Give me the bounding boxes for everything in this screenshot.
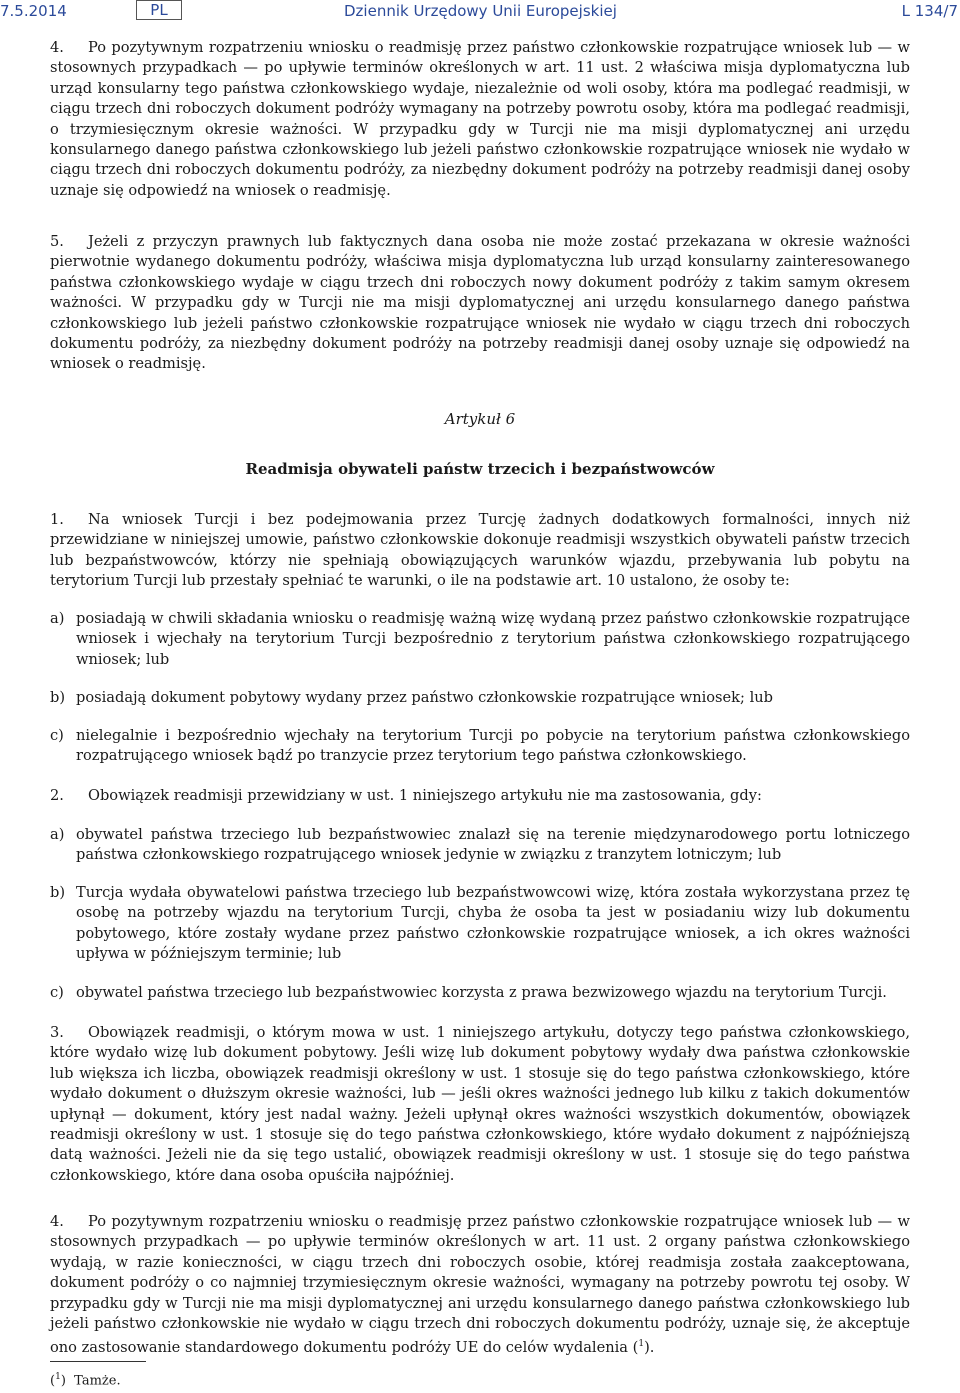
- article-title: Readmisja obywateli państw trzecich i bezpaństwowców: [245, 460, 715, 478]
- item-text: posiadają w chwili składania wniosku o readmisję ważną wizę wydaną przez państwo członkowskie rozpatrujące wniosek i wjechały na terytorium Turcji bezpośrednio z terytorium państwa członkowskiego rozpatrującego wniosek; lub: [76, 610, 910, 668]
- paragraph-number: 4.: [50, 1213, 64, 1230]
- list-item-1a: [50, 609, 910, 670]
- footnote-divider: [50, 1361, 146, 1362]
- paragraph-text: Obowiązek readmisji przewidziany w ust. 1 niniejszego artykułu nie ma zastosowania, gdy:: [88, 787, 762, 804]
- item-label: c): [50, 727, 64, 744]
- item-text: obywatel państwa trzeciego lub bezpaństwowiec korzysta z prawa bezwizowego wjazdu na terytorium Turcji.: [76, 984, 887, 1001]
- list-item-2b: [50, 883, 910, 965]
- list-item-1b: [50, 688, 910, 708]
- item-label: c): [50, 984, 64, 1001]
- list-item-2c: [50, 983, 910, 1003]
- paragraph-text: Jeżeli z przyczyn prawnych lub faktycznych dana osoba nie może zostać przekazana w okresie ważności pierwotnie wydanego dokumentu podróży, właściwa misja dyplomatyczna lub urząd konsularny zainteresowanego państwa członkowskiego wydaje w ciągu trzech dni roboczych nowy dokument podróży z takim samym okresem ważności. W przypadku gdy w Turcji nie ma misji dyplomatycznej ani urzędu konsularnego danego państwa członkowskiego lub jeżeli państwo członkowskie rozpatrujące wniosek nie wydało w ciągu trzech dni roboczych dokumentu podróży, za niezbędny dokument podróży na potrzeby readmisji danej osoby uznaje się odpowiedź na wniosek o readmisję.: [50, 233, 910, 373]
- item-label: a): [50, 610, 65, 627]
- paragraph-text: Obowiązek readmisji, o którym mowa w ust. 1 niniejszego artykułu, dotyczy tego państwa członkowskiego, które wydało wizę lub dokument pobytowy. Jeśli wizę lub dokument pobytowy wydały dwa państwa członkowskie lub większa ich liczba, obowiązek readmisji określony w ust. 1 stosuje się do tego państwa członkowskiego, które wydało dokument o dłuższym okresie ważności, lub — jeśli okres ważności jednego lub kilku z takich dokumentów upłynął — dokument, który jest nadal ważny. Jeżeli upłynął okres ważności wszystkich dokumentów, obowiązek readmisji określony w ust. 1 stosuje się do tego państwa członkowskiego, które wydało dokument z najpóźniejszą datą ważności. Jeżeli nie da się tego ustalić, obowiązek readmisji określony w ust. 1 stosuje się do tego państwa członkowskiego, które dana osoba opuściła najpóźniej.: [50, 1024, 910, 1184]
- paragraph-text: Po pozytywnym rozpatrzeniu wniosku o readmisję przez państwo członkowskie rozpatrujące wniosek lub — w stosownych przypadkach — po upływie terminów określonych w art. 11 ust. 2 właściwa misja dyplomatyczna lub urząd konsularny tego państwa członkowskiego wydaje, niezależnie od woli osoby, która ma podlegać readmisji, w ciągu trzech dni roboczych dokument podróży wymagany na potrzeby powrotu osoby, która ma podlegać readmisji, o trzymiesięcznym okresie ważności. W przypadku gdy w Turcji nie ma misji dyplomatycznej ani urzędu konsularnego danego państwa członkowskiego lub jeżeli państwo członkowskie rozpatrujące wniosek nie wydało w ciągu trzech dni roboczych dokumentu podróży, za niezbędny dokument podróży na potrzeby readmisji danej osoby uznaje się odpowiedź na wniosek o readmisję.: [50, 39, 910, 199]
- footnote-text: Tamże.: [74, 1373, 121, 1389]
- page-header: [0, 0, 960, 22]
- item-label: b): [50, 689, 66, 706]
- article-paragraph-3: [50, 1023, 910, 1186]
- paragraph-text: Na wniosek Turcji i bez podejmowania przez Turcję żadnych dodatkowych formalności, innych niż przewidziane w niniejszej umowie, państwo członkowskie dokonuje readmisji wszystkich obywateli państw trzecich lub bezpaństwowców, którzy nie spełniają obowiązujących warunków wjazdu, przebywania lub pobytu na terytorium Turcji lub przestały spełniać te warunki, o ile na podstawie art. 10 ustalono, że osoby te:: [50, 511, 910, 590]
- footnote: ($^1$) Tamże.: [50, 1372, 121, 1389]
- publication-date: 7.5.2014: [0, 2, 67, 20]
- article-paragraph-4: 4. Po pozytywnym rozpatrzeniu wniosku o readmisję przez państwo członkowskie rozpatrujące wniosek lub — w stosownych przypadkach — po upływie terminów określonych w art. 11 ust. 2 organy państwa członkowskiego wydają, w razie konieczności, w ciągu trzech dni roboczych osobie, której readmisja została zaakceptowana, dokument podróży o co najmniej trzymiesięcznym okresie ważności, wymagany na potrzeby powrotu tej osoby. W przypadku gdy w Turcji nie ma misji dyplomatycznej ani urzędu konsularnego danego państwa członkowskiego lub jeżeli państwo członkowskie nie wydało w ciągu trzech dni roboczych dokumentu podróży, uznaje się, że akceptuje ono zastosowanie standardowego dokumentu podróży UE do celów wydalenia ($^1$).: [50, 1213, 910, 1357]
- item-label: a): [50, 826, 65, 843]
- paragraph-number: 2.: [50, 787, 64, 804]
- article-label: Artykuł 6: [444, 410, 516, 428]
- article-paragraph-2: [50, 786, 910, 806]
- paragraph-end: .: [649, 1339, 655, 1357]
- item-text: Turcja wydała obywatelowi państwa trzeciego lub bezpaństwowcowi wizę, która została wykorzystana przez tę osobę na potrzeby wjazdu na terytorium Turcji, chyba że osoba ta jest w posiadaniu wizy lub dokumentu pobytowego, które zostały wydane przez państwo członkowskie rozpatrujące wniosek, a ich okres ważności upływa w późniejszym terminie; lub: [76, 884, 910, 963]
- paragraph-number: 1.: [50, 511, 64, 528]
- footnote-marker: 1: [55, 1372, 61, 1382]
- language-badge: PL: [136, 0, 182, 20]
- journal-title: Dziennik Urzędowy Unii Europejskiej: [344, 2, 617, 20]
- item-text: nielegalnie i bezpośrednio wjechały na terytorium Turcji po pobycie na terytorium państwa członkowskiego rozpatrującego wniosek bądź po tranzycie przez terytorium tego państwa członkowskiego.: [76, 727, 910, 765]
- paragraph-number: 5.: [50, 233, 64, 250]
- page-reference: L 134/7: [901, 2, 958, 20]
- article-paragraph-1: [50, 510, 910, 592]
- footnote-reference[interactable]: 1: [638, 1339, 645, 1350]
- list-item-2a: [50, 825, 910, 866]
- paragraph-number: 4.: [50, 39, 64, 56]
- paragraph-text: Po pozytywnym rozpatrzeniu wniosku o readmisję przez państwo członkowskie rozpatrujące wniosek lub — w stosownych przypadkach — po upływie terminów określonych w art. 11 ust. 2 organy państwa członkowskiego wydają, w razie konieczności, w ciągu trzech dni roboczych osobie, której readmisja została zaakceptowana, dokument podróży o co najmniej trzymiesięcznym okresie ważności, wymagany na potrzeby powrotu tej osoby. W przypadku gdy w Turcji nie ma misji dyplomatycznej ani urzędu konsularnego danego państwa członkowskiego lub jeżeli państwo członkowskie nie wydało w ciągu trzech dni roboczych dokumentu podróży, uznaje się, że akceptuje ono zastosowanie standardowego dokumentu podróży UE do celów wydalenia: [50, 1213, 910, 1357]
- list-item-1c: [50, 726, 910, 767]
- paragraph-5-top: [50, 232, 910, 375]
- item-text: posiadają dokument pobytowy wydany przez państwo członkowskie rozpatrujące wniosek; lub: [76, 689, 773, 706]
- paragraph-number: 3.: [50, 1024, 64, 1041]
- item-text: obywatel państwa trzeciego lub bezpaństwowiec znalazł się na terenie międzynarodowego portu lotniczego państwa członkowskiego rozpatrującego wniosek jedynie w związku z tranzytem lotniczym; lub: [76, 826, 910, 864]
- paragraph-4-top: [50, 38, 910, 201]
- item-label: b): [50, 884, 66, 901]
